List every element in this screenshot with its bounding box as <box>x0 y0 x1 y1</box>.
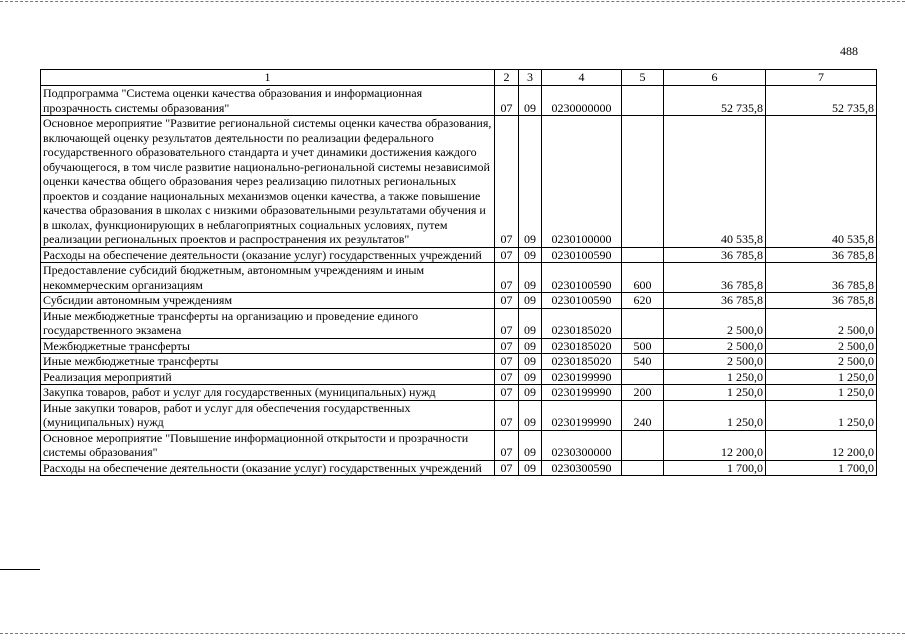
header-row <box>41 70 877 86</box>
subsection-code-cell: 09 <box>519 263 542 293</box>
amount-cell: 36 785,8 <box>766 263 877 293</box>
subsection-code-cell: 09 <box>519 308 542 338</box>
row-name-cell: Межбюджетные трансферты <box>41 338 495 354</box>
column-header: 2 <box>495 70 519 86</box>
subsection-code-cell: 09 <box>519 247 542 263</box>
section-code-cell: 07 <box>495 354 519 370</box>
column-header: 5 <box>622 70 664 86</box>
table-row <box>41 116 877 248</box>
row-name-cell: Расходы на обеспечение деятельности (оказание услуг) государственных учреждений <box>41 460 495 476</box>
subsection-code-cell: 09 <box>519 116 542 248</box>
subsection-code-cell: 09 <box>519 430 542 460</box>
expense-type-cell: 620 <box>622 293 664 309</box>
subsection-code-cell: 09 <box>519 354 542 370</box>
amount-cell: 12 200,0 <box>664 430 766 460</box>
subsection-code-cell: 09 <box>519 385 542 401</box>
row-name-cell: Иные закупки товаров, работ и услуг для обеспечения государственных (муниципальных) нужд <box>41 400 495 430</box>
column-header: 7 <box>766 70 877 86</box>
target-article-cell: 0230199990 <box>542 400 622 430</box>
subsection-code-cell: 09 <box>519 86 542 116</box>
row-name-cell: Иные межбюджетные трансферты <box>41 354 495 370</box>
amount-cell: 2 500,0 <box>766 354 877 370</box>
column-header: 4 <box>542 70 622 86</box>
table-row <box>41 247 877 263</box>
subsection-code-cell: 09 <box>519 460 542 476</box>
amount-cell: 40 535,8 <box>664 116 766 248</box>
target-article-cell: 0230185020 <box>542 354 622 370</box>
expense-type-cell: 200 <box>622 385 664 401</box>
target-article-cell: 0230100000 <box>542 116 622 248</box>
column-header: 1 <box>41 70 495 86</box>
expense-type-cell <box>622 460 664 476</box>
amount-cell: 36 785,8 <box>664 293 766 309</box>
target-article-cell: 0230100590 <box>542 247 622 263</box>
section-code-cell: 07 <box>495 338 519 354</box>
table-row <box>41 369 877 385</box>
amount-cell: 36 785,8 <box>664 247 766 263</box>
budget-table <box>40 69 877 476</box>
expense-type-cell <box>622 247 664 263</box>
row-name-cell: Подпрограмма "Система оценки качества образования и информационная прозрачность системы образования" <box>41 86 495 116</box>
target-article-cell: 0230000000 <box>542 86 622 116</box>
amount-cell: 52 735,8 <box>766 86 877 116</box>
row-name-cell: Расходы на обеспечение деятельности (оказание услуг) государственных учреждений <box>41 247 495 263</box>
expense-type-cell <box>622 430 664 460</box>
amount-cell: 1 250,0 <box>766 400 877 430</box>
table-row <box>41 354 877 370</box>
row-name-cell: Реализация мероприятий <box>41 369 495 385</box>
section-code-cell: 07 <box>495 86 519 116</box>
section-code-cell: 07 <box>495 385 519 401</box>
section-code-cell: 07 <box>495 263 519 293</box>
target-article-cell: 0230185020 <box>542 338 622 354</box>
section-code-cell: 07 <box>495 116 519 248</box>
row-name-cell: Основное мероприятие "Повышение информационной открытости и прозрачности системы образования" <box>41 430 495 460</box>
amount-cell: 12 200,0 <box>766 430 877 460</box>
subsection-code-cell: 09 <box>519 400 542 430</box>
section-code-cell: 07 <box>495 460 519 476</box>
target-article-cell: 0230300000 <box>542 430 622 460</box>
expense-type-cell: 240 <box>622 400 664 430</box>
amount-cell: 1 700,0 <box>664 460 766 476</box>
table-row <box>41 460 877 476</box>
amount-cell: 1 250,0 <box>766 369 877 385</box>
row-name-cell: Предоставление субсидий бюджетным, автономным учреждениям и иным некоммерческим организациям <box>41 263 495 293</box>
table-row <box>41 263 877 293</box>
amount-cell: 2 500,0 <box>766 338 877 354</box>
amount-cell: 1 700,0 <box>766 460 877 476</box>
target-article-cell: 0230300590 <box>542 460 622 476</box>
amount-cell: 36 785,8 <box>766 247 877 263</box>
amount-cell: 52 735,8 <box>664 86 766 116</box>
section-code-cell: 07 <box>495 369 519 385</box>
scan-bottom-edge <box>0 633 905 634</box>
expense-type-cell: 500 <box>622 338 664 354</box>
section-code-cell: 07 <box>495 430 519 460</box>
table-row <box>41 293 877 309</box>
amount-cell: 1 250,0 <box>664 385 766 401</box>
table-row <box>41 308 877 338</box>
expense-type-cell: 540 <box>622 354 664 370</box>
table-row <box>41 86 877 116</box>
expense-type-cell <box>622 369 664 385</box>
target-article-cell: 0230185020 <box>542 308 622 338</box>
amount-cell: 2 500,0 <box>664 338 766 354</box>
target-article-cell: 0230199990 <box>542 385 622 401</box>
expense-type-cell <box>622 116 664 248</box>
page-number: 488 <box>840 44 858 58</box>
table-row <box>41 385 877 401</box>
subsection-code-cell: 09 <box>519 293 542 309</box>
section-code-cell: 07 <box>495 293 519 309</box>
section-code-cell: 07 <box>495 400 519 430</box>
amount-cell: 2 500,0 <box>766 308 877 338</box>
amount-cell: 1 250,0 <box>766 385 877 401</box>
table-row <box>41 430 877 460</box>
amount-cell: 1 250,0 <box>664 400 766 430</box>
subsection-code-cell: 09 <box>519 338 542 354</box>
table-row <box>41 338 877 354</box>
row-name-cell: Основное мероприятие "Развитие региональной системы оценки качества образования, включающей оценку результатов деятельности по реализации федерального государственного образовательного стандарта и учет динамики достижения каждого обучающегося, в том числе развитие национально-региональной системы независимой оценки качества общего образования через реализацию пилотных региональных проектов и создание национальных механизмов оценки качества, а также повышение качества образования в школах с низкими образовательными результатами обучения и в школах, функционирующих в неблагоприятных социальных условиях, путем реализации региональных проектов и распространения их результатов" <box>41 116 495 248</box>
row-name-cell: Субсидии автономным учреждениям <box>41 293 495 309</box>
target-article-cell: 0230100590 <box>542 263 622 293</box>
amount-cell: 40 535,8 <box>766 116 877 248</box>
amount-cell: 1 250,0 <box>664 369 766 385</box>
table-row <box>41 400 877 430</box>
row-name-cell: Закупка товаров, работ и услуг для государственных (муниципальных) нужд <box>41 385 495 401</box>
amount-cell: 2 500,0 <box>664 308 766 338</box>
row-name-cell: Иные межбюджетные трансферты на организацию и проведение единого государственного экзамена <box>41 308 495 338</box>
amount-cell: 36 785,8 <box>766 293 877 309</box>
amount-cell: 36 785,8 <box>664 263 766 293</box>
section-code-cell: 07 <box>495 247 519 263</box>
column-header: 3 <box>519 70 542 86</box>
column-header: 6 <box>664 70 766 86</box>
amount-cell: 2 500,0 <box>664 354 766 370</box>
target-article-cell: 0230100590 <box>542 293 622 309</box>
expense-type-cell <box>622 86 664 116</box>
section-code-cell: 07 <box>495 308 519 338</box>
scan-top-edge <box>0 1 905 2</box>
target-article-cell: 0230199990 <box>542 369 622 385</box>
subsection-code-cell: 09 <box>519 369 542 385</box>
scan-artifact-line <box>0 569 40 570</box>
expense-type-cell <box>622 308 664 338</box>
expense-type-cell: 600 <box>622 263 664 293</box>
